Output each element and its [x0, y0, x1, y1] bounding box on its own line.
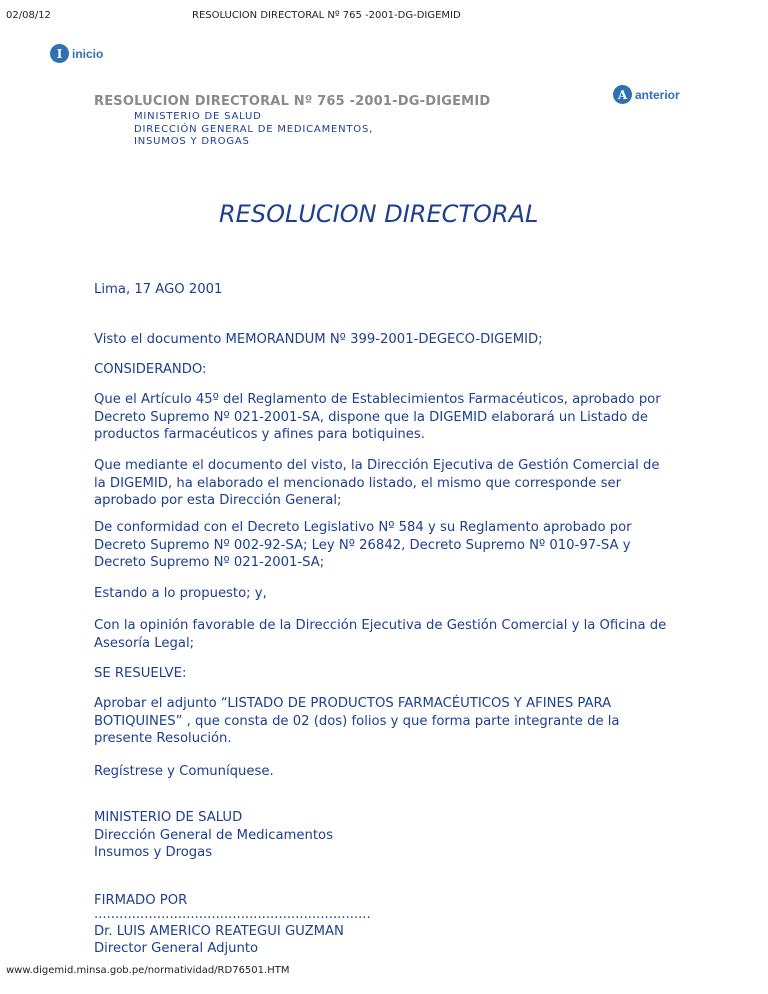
text-line: Aprobar el adjunto “LISTADO DE PRODUCTOS FARMACÉUTICOS Y AFINES PARA [94, 696, 612, 711]
paragraph-visto-detail [94, 457, 659, 510]
text-line: Con la opinión favorable de la Dirección Ejecutiva de Gestión Comercial y la Oficina de [94, 618, 667, 633]
text-line: Decreto Supremo Nº 002-92-SA; Ley Nº 26842, Decreto Supremo Nº 010-97-SA y [94, 537, 631, 553]
text-line: Decreto Supremo Nº 021-2001-SA, dispone que la DIGEMID elaborará un Listado de [94, 409, 649, 425]
ministry-line: INSUMOS Y DROGAS [134, 136, 250, 147]
text-line: presente Resolución. [94, 731, 232, 746]
signer-name: Dr. LUIS AMERICO REATEGUI GUZMAN [94, 924, 344, 939]
anterior-icon: A [613, 85, 632, 104]
inicio-icon: I [50, 44, 69, 63]
paragraph-articulo [94, 391, 661, 444]
signature-block [94, 809, 333, 862]
ministry-line: DIRECCIÓN GENERAL DE MEDICAMENTOS, [134, 123, 374, 135]
text-line: De conformidad con el Decreto Legislativo Nº 584 y su Reglamento aprobado por [94, 520, 632, 535]
text-line: productos farmacéuticos y afines para botiquines. [94, 427, 425, 442]
print-title: RESOLUCION DIRECTORAL Nº 765 -2001-DG-DIGEMID [192, 10, 461, 21]
ministry-line: MINISTERIO DE SALUD [134, 111, 262, 122]
text-line: BOTIQUINES” , que consta de 02 (dos) folios y que forma parte integrante de la [94, 713, 620, 729]
text-line: Decreto Supremo Nº 021-2001-SA; [94, 555, 325, 570]
paragraph-opinion [94, 617, 666, 652]
place-date: Lima, 17 AGO 2001 [94, 282, 223, 297]
text-line: Asesoría Legal; [94, 635, 195, 651]
inicio-button[interactable] [50, 44, 103, 63]
print-url[interactable]: www.digemid.minsa.gob.pe/normatividad/RD76501.HTM [6, 965, 290, 976]
paragraph-aprobar [94, 695, 620, 748]
paragraph-estando: Estando a lo propuesto; y, [94, 586, 267, 601]
document-heading: RESOLUCION DIRECTORAL Nº 765 -2001-DG-DIGEMID [94, 94, 491, 109]
registrese-line: Regístrese y Comuníquese. [94, 764, 274, 779]
text-line: aprobado por esta Dirección General; [94, 493, 342, 508]
paragraph-conformidad [94, 519, 632, 572]
considerando-heading: CONSIDERANDO: [94, 362, 207, 377]
signature-dots: .................................................................. [94, 907, 371, 922]
anterior-button[interactable] [613, 85, 680, 104]
page-title: RESOLUCION DIRECTORAL [219, 200, 539, 228]
ministry-header [134, 111, 373, 149]
text-line: Dirección General de Medicamentos [94, 827, 333, 843]
text-line: la DIGEMID, ha elaborado el mencionado listado, el mismo que corresponde ser [94, 475, 622, 491]
text-line: Insumos y Drogas [94, 845, 213, 860]
inicio-label: inicio [72, 46, 104, 61]
text-line: Que mediante el documento del visto, la Dirección Ejecutiva de Gestión Comercial de [94, 458, 660, 473]
firmado-por: FIRMADO POR [94, 893, 188, 908]
se-resuelve-heading: SE RESUELVE: [94, 666, 187, 681]
signer-title: Director General Adjunto [94, 941, 259, 956]
visto-paragraph: Visto el documento MEMORANDUM Nº 399-2001-DEGECO-DIGEMID; [94, 332, 543, 347]
print-date: 02/08/12 [6, 10, 51, 21]
text-line: MINISTERIO DE SALUD [94, 810, 243, 825]
text-line: Que el Artículo 45º del Reglamento de Establecimientos Farmacéuticos, aprobado por [94, 392, 661, 407]
anterior-label: anterior [635, 87, 680, 102]
